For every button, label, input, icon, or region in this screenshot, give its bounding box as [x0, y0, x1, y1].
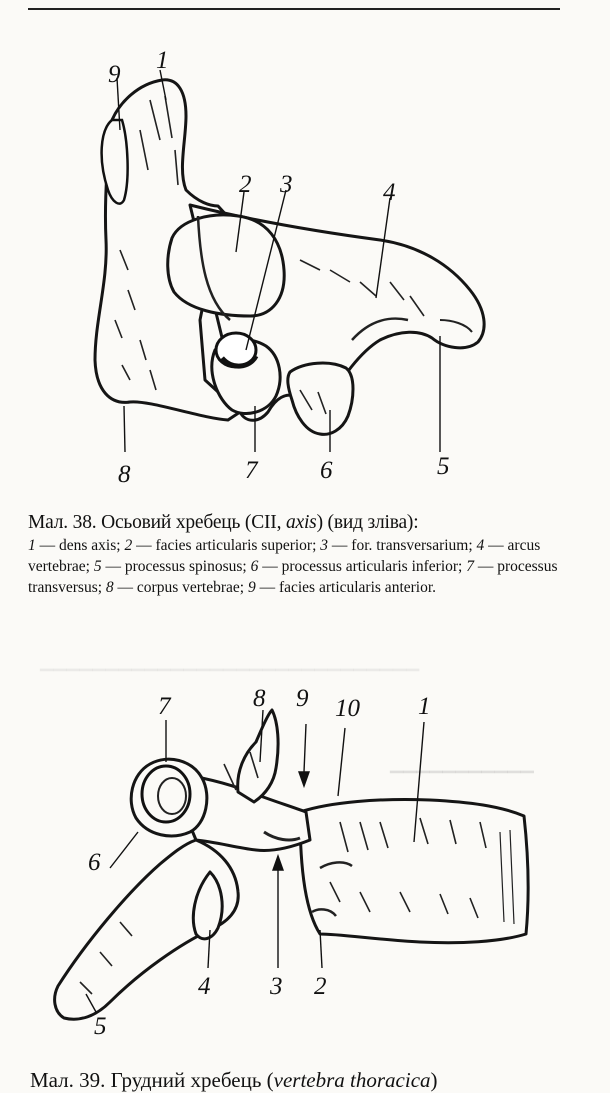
legend-num-2: 2 [124, 537, 133, 554]
legend-num-6: 6 [250, 558, 259, 575]
legend-num-9: 9 [247, 579, 256, 596]
legend-text-6: — processus articularis inferior; [258, 558, 467, 575]
figure-38-caption-title [28, 512, 578, 533]
figure-39-caption [30, 1068, 590, 1093]
fig39-label-7: 7 [158, 693, 171, 720]
fig39-caption-suffix: ) [430, 1068, 438, 1092]
fig39-label-2: 2 [314, 973, 327, 1000]
fig39-label-8: 8 [253, 685, 266, 712]
fig39-label-5: 5 [94, 1013, 107, 1040]
fig38-label-6: 6 [320, 457, 333, 484]
legend-text-3: — for. transversarium; [328, 537, 477, 554]
legend-text-8: — corpus vertebrae; [113, 579, 248, 596]
fig39-caption-italic: vertebra thoracica [273, 1068, 431, 1092]
legend-text-7: — processus transversus; [28, 558, 558, 596]
fig38-label-9: 9 [108, 61, 121, 88]
fig38-label-7: 7 [245, 457, 258, 484]
axis-vertebra-drawing [0, 20, 610, 510]
figure-38-caption [28, 512, 578, 598]
legend-text-1: — dens axis; [35, 537, 125, 554]
fig39-caption-prefix: Мал. 39. Грудний хребець ( [30, 1068, 274, 1092]
fig38-label-3: 3 [280, 171, 293, 198]
legend-num-4: 4 [476, 537, 485, 554]
fig38-label-5: 5 [437, 453, 450, 480]
fig39-label-4: 4 [198, 973, 211, 1000]
legend-num-8: 8 [105, 579, 114, 596]
fig39-label-3: 3 [270, 973, 283, 1000]
fig38-label-4: 4 [383, 179, 396, 206]
legend-text-4: — arcus vertebrae; [28, 537, 541, 575]
superior-articular-process-shape [238, 710, 278, 802]
caption-title-italic: axis [285, 512, 317, 533]
legend-num-3: 3 [320, 537, 329, 554]
page-top-rule [28, 8, 560, 10]
vertebral-body-shape [300, 800, 528, 943]
fig39-label-10: 10 [335, 695, 360, 722]
fig39-label-9: 9 [296, 685, 309, 712]
legend-text-9: — facies articularis anterior. [255, 579, 437, 596]
legend-num-7: 7 [466, 558, 474, 575]
show-through-lines: ▁▁▁▁▁▁▁▁▁▁▁▁▁▁▁▁▁▁▁▁▁▁▁▁▁▁▁▁▁ [40, 652, 420, 671]
fig38-label-1: 1 [156, 47, 169, 74]
figure-38-legend [28, 535, 578, 598]
legend-text-2: — facies articularis superior; [132, 537, 321, 554]
fig39-label-6: 6 [88, 849, 101, 876]
fig38-label-8: 8 [118, 461, 131, 488]
legend-num-1: 1 [28, 537, 36, 554]
legend-num-5: 5 [93, 558, 102, 575]
show-through-text: ▁▁▁▁▁▁▁▁▁▁▁ [390, 754, 534, 773]
fig39-label-1: 1 [418, 693, 431, 720]
caption-title-suffix: ) (вид зліва): [316, 512, 419, 533]
fig38-label-2: 2 [239, 171, 252, 198]
costal-facet-ring [142, 766, 190, 822]
figure-39-illustration [0, 672, 610, 1062]
figure-38-illustration [0, 20, 610, 510]
caption-title-prefix: Мал. 38. Осьовий хребець (СІІ, [28, 512, 286, 533]
thoracic-vertebra-drawing [0, 672, 610, 1062]
legend-text-5: — processus spinosus; [101, 558, 251, 575]
